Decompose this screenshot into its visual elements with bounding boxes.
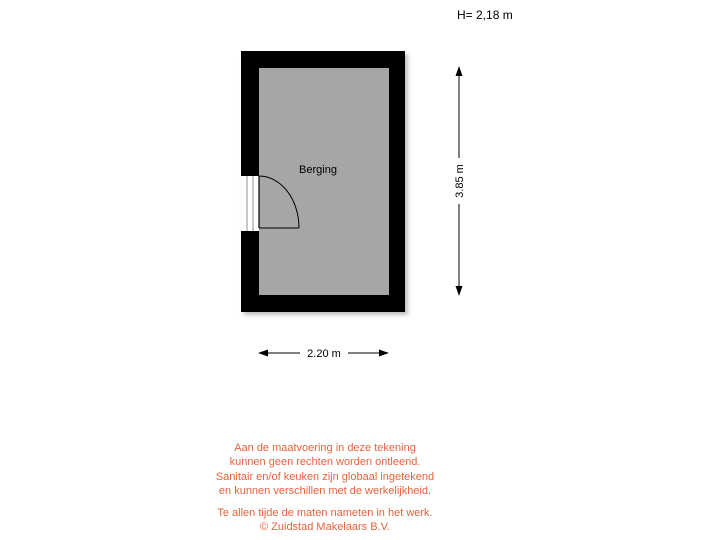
arrow-right-icon	[379, 350, 389, 357]
arrow-down-icon	[456, 286, 463, 296]
length-dimension-label: 3.85 m	[454, 164, 466, 198]
ceiling-height-label: H= 2,18 m	[457, 8, 513, 22]
room-label: Berging	[299, 164, 337, 176]
disclaimer	[160, 441, 490, 535]
disclaimer-footer-line: Te allen tijde de maten nameten in het werk.	[217, 507, 433, 520]
copyright-line: © Zuidstad Makelaars B.V.	[260, 521, 390, 534]
room-berging	[241, 51, 405, 312]
arrow-left-icon	[258, 350, 268, 357]
door-opening	[241, 176, 259, 231]
room-floor	[259, 68, 389, 295]
disclaimer-spacer	[160, 498, 490, 506]
disclaimer-line: Sanitair en/of keuken zijn globaal ingetekend	[215, 470, 435, 483]
height-dimension	[454, 66, 466, 296]
width-dimension-label: 2.20 m	[307, 348, 341, 360]
disclaimer-line: en kunnen verschillen met de werkelijkheid.	[218, 484, 432, 497]
width-dimension	[258, 348, 389, 360]
arrow-up-icon	[456, 66, 463, 76]
disclaimer-line: kunnen geen rechten worden ontleend.	[229, 456, 421, 469]
disclaimer-line: Aan de maatvoering in deze tekening	[234, 442, 416, 454]
